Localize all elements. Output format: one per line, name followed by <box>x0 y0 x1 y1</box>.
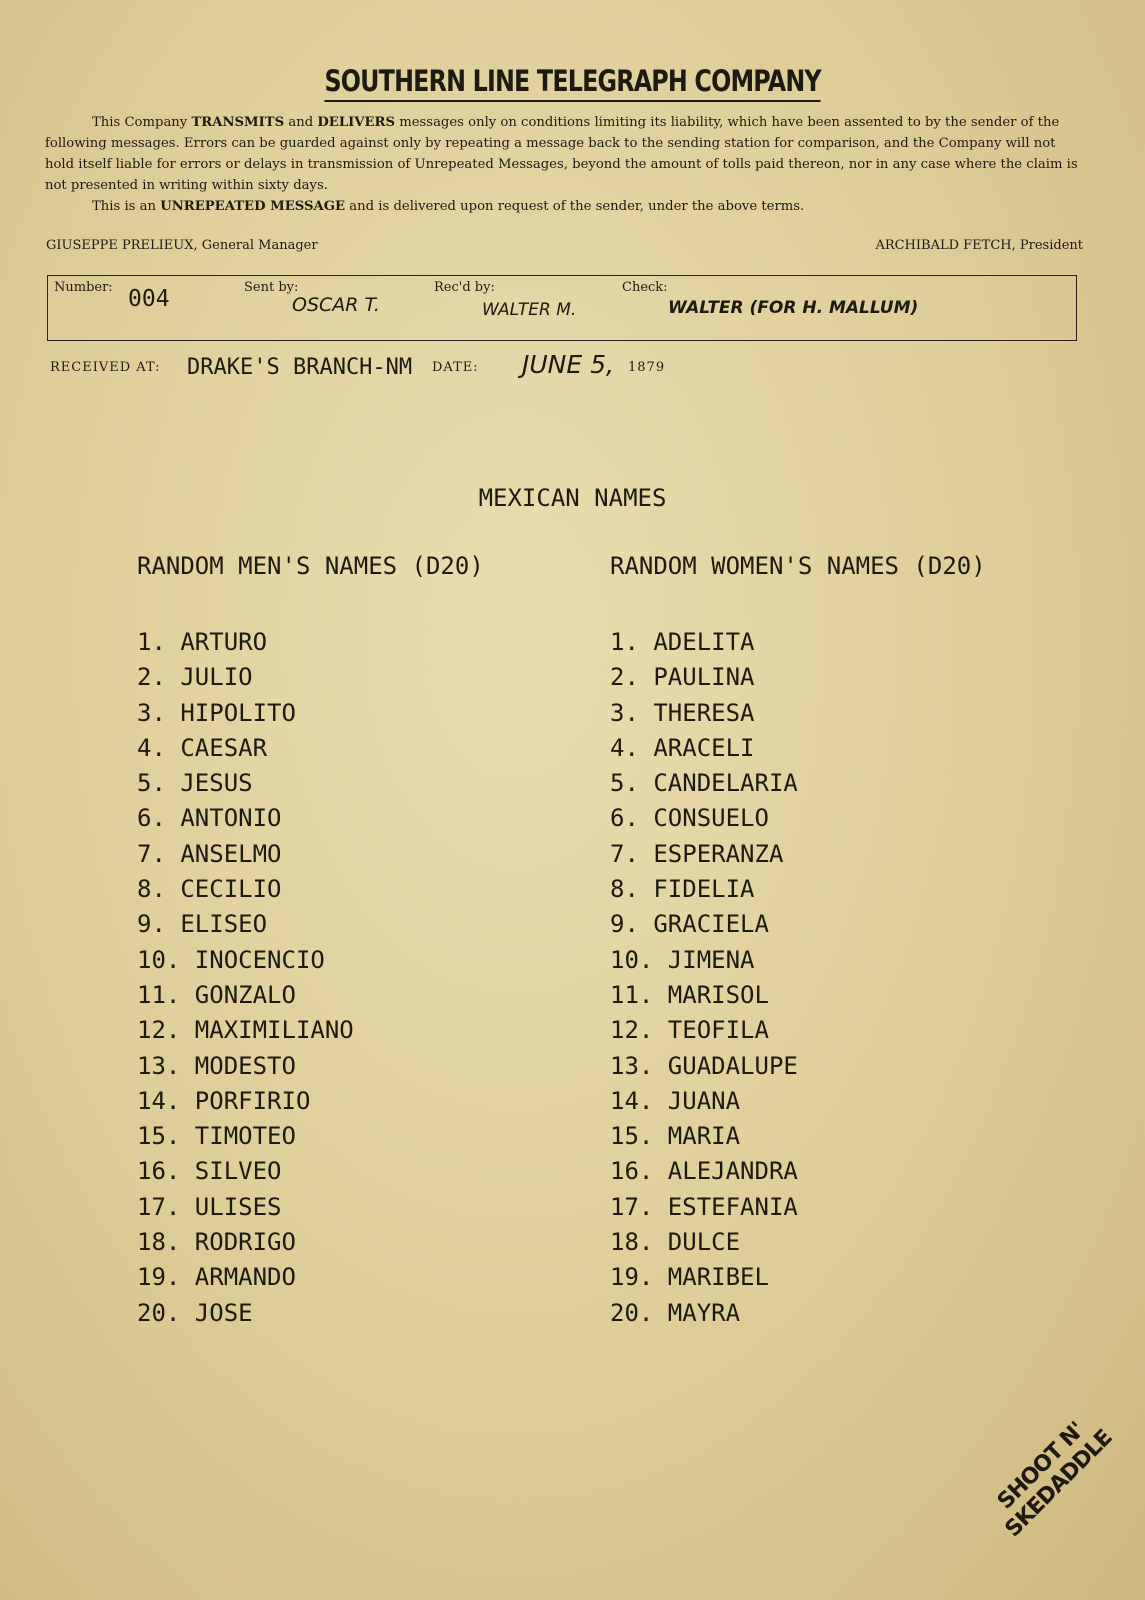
officers-line <box>46 238 1083 253</box>
list-item: 8. CECILIO <box>137 875 282 904</box>
terms-text-part: and <box>284 115 318 130</box>
list-item: 1. ADELITA <box>610 628 755 656</box>
general-manager: GIUSEPPE PRELIEUX, General Manager <box>46 238 318 253</box>
list-item: 9. ELISEO <box>137 910 268 939</box>
list-item: 11. GONZALO <box>137 980 296 1009</box>
list-item: 4. ARACELI <box>610 733 755 762</box>
list-item: 2. JULIO <box>137 663 253 692</box>
president: ARCHIBALD FETCH, President <box>875 238 1083 253</box>
list-item: 6. ANTONIO <box>137 804 282 833</box>
terms-text-part: This Company <box>92 115 192 130</box>
recd-by-label: Rec'd by: <box>434 280 495 295</box>
year-value: 1879 <box>628 360 666 375</box>
received-at-label: RECEIVED AT: <box>50 360 161 375</box>
list-item: 14. JUANA <box>610 1086 741 1115</box>
list-item: 5. JESUS <box>137 769 253 798</box>
terms-bold-transmits: TRANSMITS <box>191 115 285 130</box>
list-item: 13. GUADALUPE <box>610 1051 798 1080</box>
list-item: 11. MARISOL <box>610 980 769 1009</box>
list-item: 18. RODRIGO <box>137 1228 296 1257</box>
shoot-n-skedaddle-stamp: SHOOT N' SKEDADDLE <box>992 1417 1118 1543</box>
list-item: 19. ARMANDO <box>137 1263 296 1292</box>
date-value: JUNE 5, <box>522 350 614 379</box>
list-item: 20. JOSE <box>137 1298 253 1327</box>
list-item: 10. JIMENA <box>610 945 755 974</box>
list-item: 16. SILVEO <box>137 1157 282 1186</box>
list-item: 9. GRACIELA <box>610 910 769 939</box>
list-item: 13. MODESTO <box>137 1051 296 1080</box>
check-value: WALTER (FOR H. MALLUM) <box>668 298 919 318</box>
terms-text-part: This is an <box>92 199 161 214</box>
date-label: DATE: <box>432 360 479 375</box>
list-item: 16. ALEJANDRA <box>610 1157 798 1186</box>
list-item: 1. ARTURO <box>137 628 268 656</box>
list-item: 17. ESTEFANIA <box>610 1192 798 1221</box>
women-names-list <box>610 625 798 1331</box>
list-item: 12. TEOFILA <box>610 1016 769 1045</box>
women-heading: RANDOM WOMEN'S NAMES (D20) <box>610 552 986 580</box>
men-heading: RANDOM MEN'S NAMES (D20) <box>137 552 484 580</box>
list-item: 7. ANSELMO <box>137 839 282 868</box>
list-item: 6. CONSUELO <box>610 804 769 833</box>
message-heading: MEXICAN NAMES <box>478 484 667 512</box>
list-item: 15. TIMOTEO <box>137 1122 296 1151</box>
list-item: 2. PAULINA <box>610 663 755 692</box>
terms-paragraph-2 <box>45 196 1085 217</box>
terms-bold-unrepeated: UNREPEATED MESSAGE <box>160 199 346 214</box>
terms-text <box>45 112 1085 217</box>
recd-by-value: WALTER M. <box>482 300 577 320</box>
received-at-value: DRAKE'S BRANCH-NM <box>187 355 413 380</box>
list-item: 3. HIPOLITO <box>137 698 296 727</box>
list-item: 4. CAESAR <box>137 733 268 762</box>
list-item: 17. ULISES <box>137 1192 282 1221</box>
list-item: 7. ESPERANZA <box>610 839 784 868</box>
check-label: Check: <box>622 280 668 295</box>
list-item: 19. MARIBEL <box>610 1263 769 1292</box>
terms-paragraph-1 <box>45 112 1085 196</box>
routing-box <box>47 275 1077 341</box>
list-item: 5. CANDELARIA <box>610 769 798 798</box>
terms-text-part: messages only on conditions limiting its liability, which have been assented to by the sender of the following messages. Errors can be guarded against only by repeating a message back to the sending station for comparison, and the Company will not hold itself liable for errors or delays in transmission of Unrepeated Messages, beyond the amount of tolls paid thereon, nor in any case where the claim is not presented in writing within sixty days. <box>45 115 1078 193</box>
company-title: SOUTHERN LINE TELEGRAPH COMPANY <box>324 62 820 102</box>
sent-by-label: Sent by: <box>244 280 299 295</box>
number-value: 004 <box>128 286 170 312</box>
men-names-list <box>137 625 354 1331</box>
company-title-wrap <box>0 62 1145 102</box>
list-item: 12. MAXIMILIANO <box>137 1016 354 1045</box>
list-item: 18. DULCE <box>610 1228 741 1257</box>
list-item: 15. MARIA <box>610 1122 741 1151</box>
number-label: Number: <box>54 280 113 295</box>
list-item: 8. FIDELIA <box>610 875 755 904</box>
list-item: 20. MAYRA <box>610 1298 741 1327</box>
list-item: 3. THERESA <box>610 698 755 727</box>
terms-bold-delivers: DELIVERS <box>317 115 396 130</box>
terms-text-part: and is delivered upon request of the sender, under the above terms. <box>345 199 805 214</box>
list-item: 14. PORFIRIO <box>137 1086 311 1115</box>
list-item: 10. INOCENCIO <box>137 945 325 974</box>
sent-by-value: OSCAR T. <box>292 294 380 316</box>
